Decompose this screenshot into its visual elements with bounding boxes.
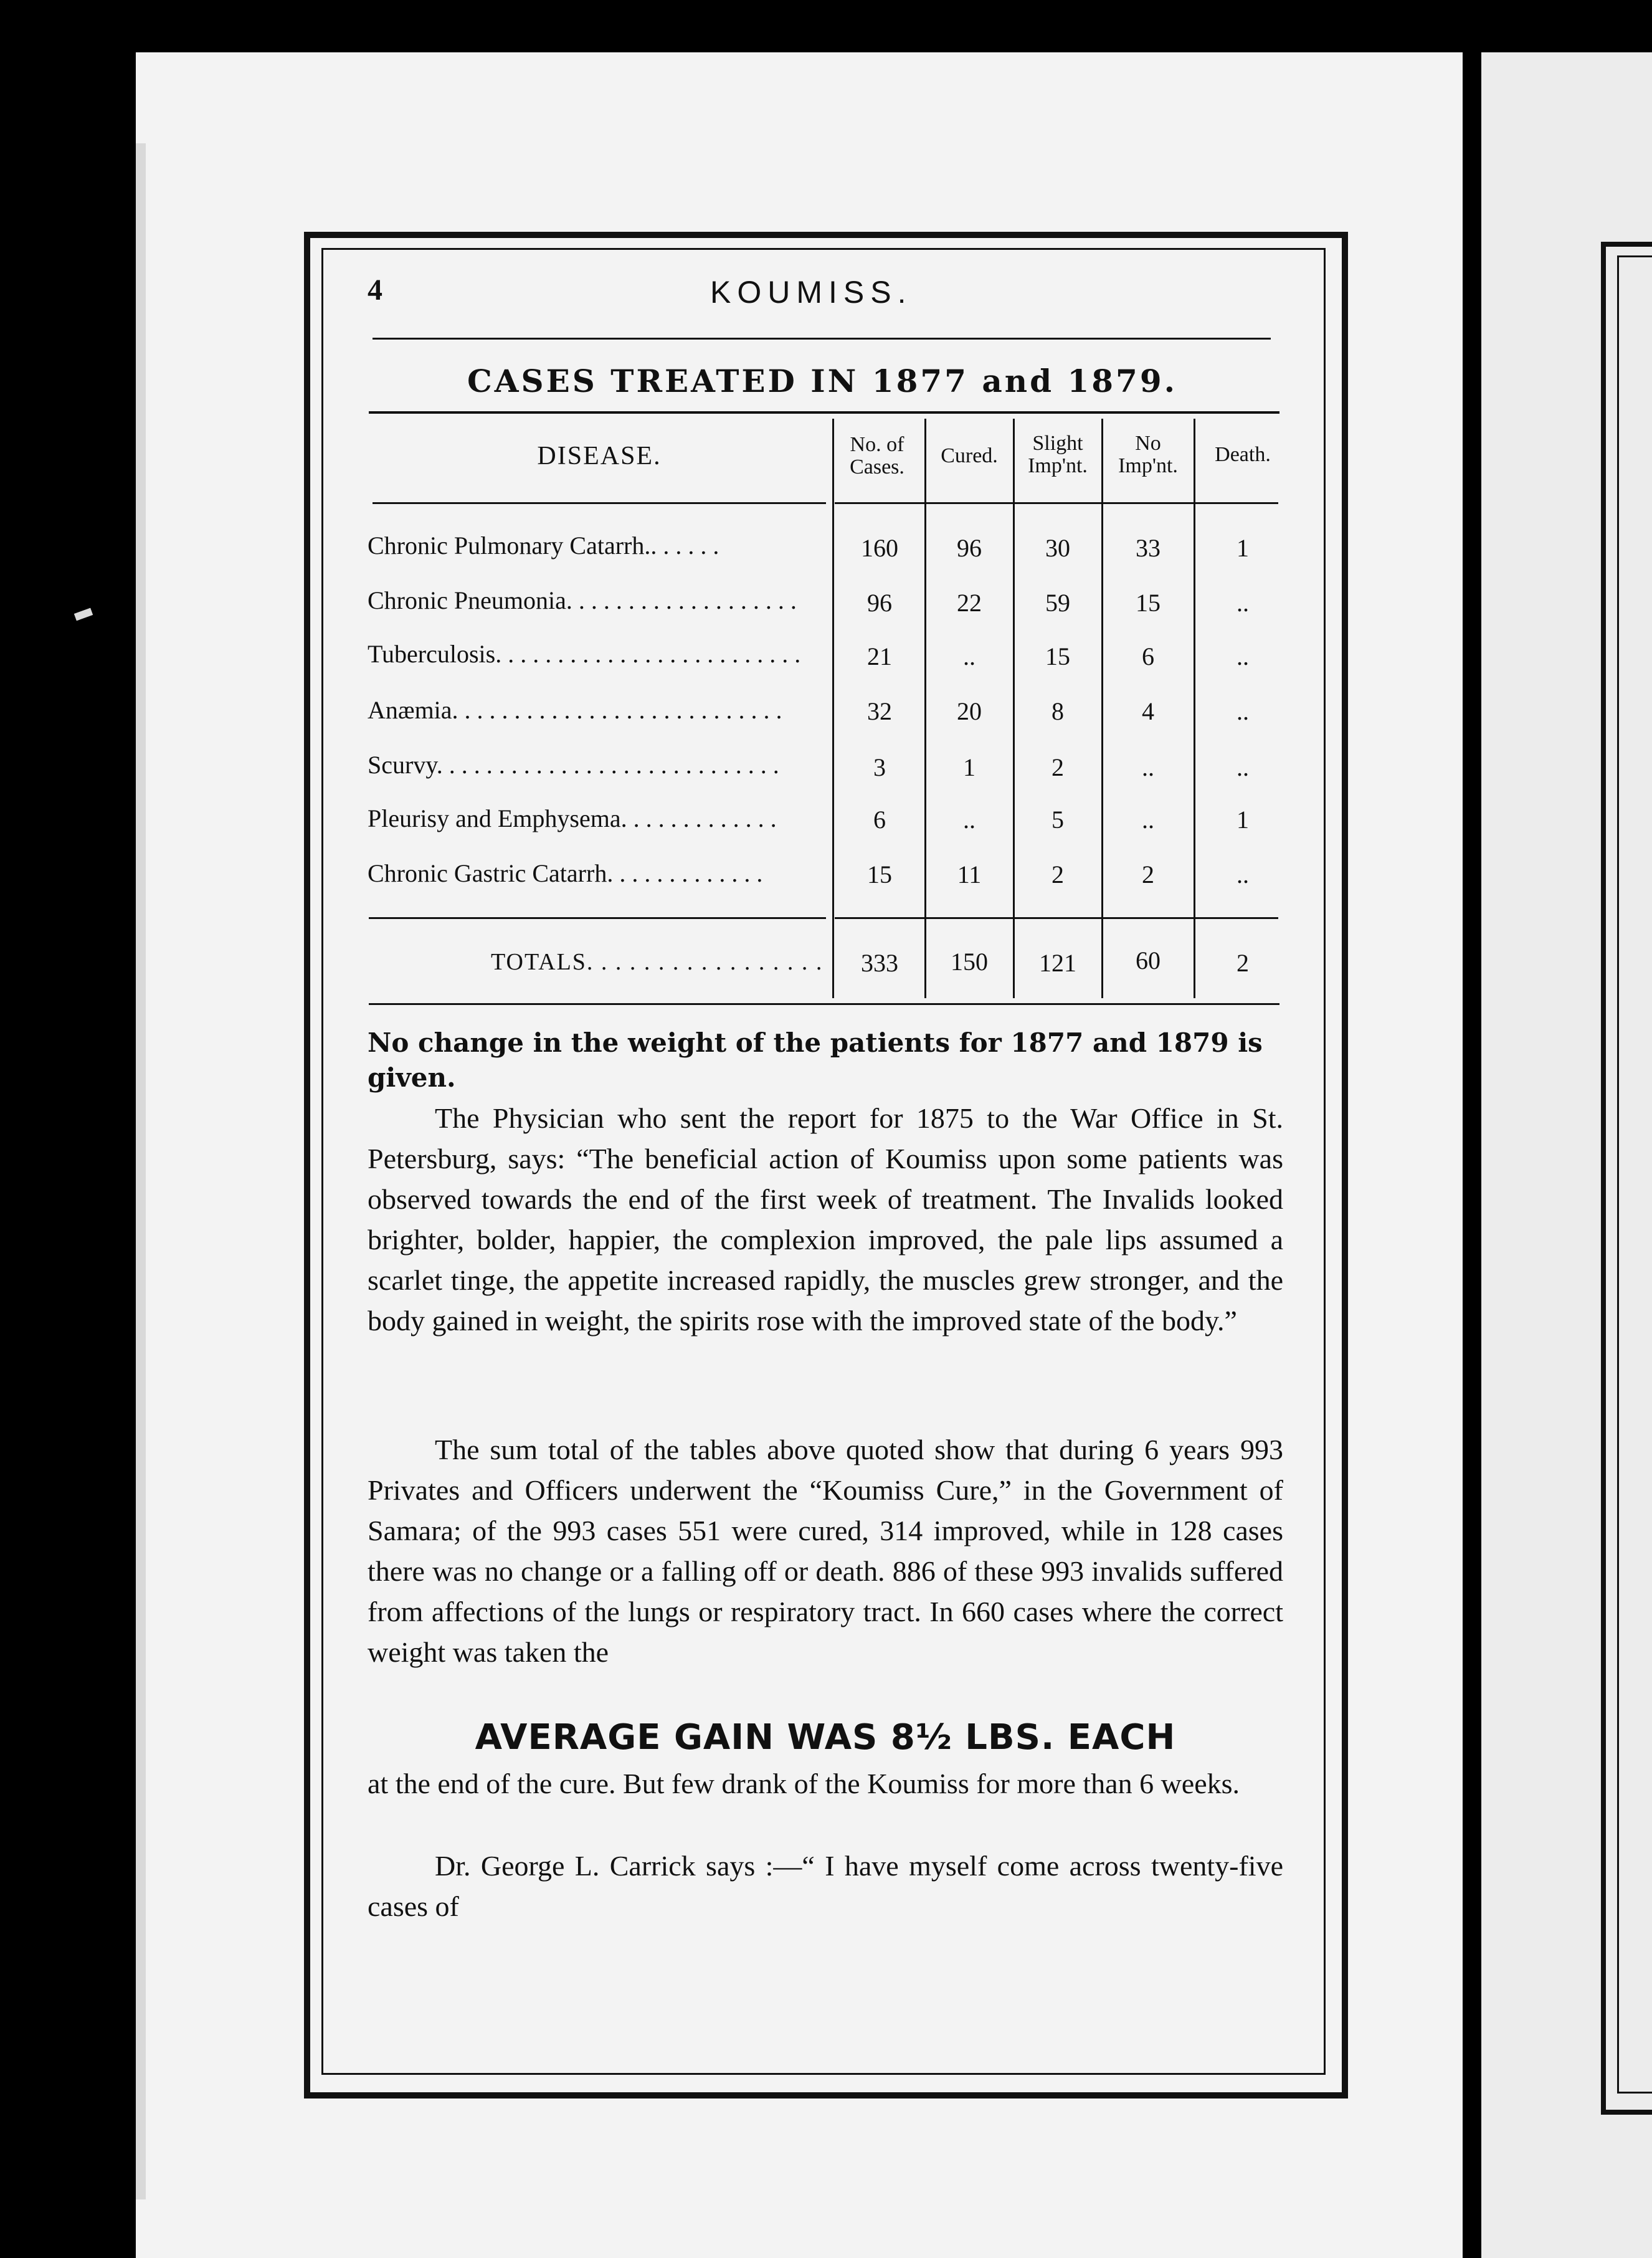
cell-cases: 15 [867, 860, 892, 888]
column-header-slight-line1: Slight [1032, 432, 1083, 455]
average-gain-banner: AVERAGE GAIN WAS 8½ LBS. EACH [475, 1717, 1176, 1758]
cell-slight: 59 [1045, 589, 1070, 617]
cell-no-imp: 4 [1142, 697, 1154, 725]
cell-slight: 2 [1051, 860, 1064, 888]
row-disease: Chronic Pulmonary Catarrh.. . . . . . [368, 531, 719, 560]
cell-cured: 20 [957, 697, 982, 725]
totals-rule-columns [835, 917, 1278, 919]
paragraph-carrick: Dr. George L. Carrick says :—“ I have myself come across twenty-five cases of [368, 1850, 1283, 1922]
weight-note: No change in the weight of the patients for 1877 and 1879 is given. [368, 1027, 1263, 1093]
cell-death: .. [1237, 697, 1249, 725]
header-underline-columns [835, 502, 1278, 504]
running-head: KOUMISS. [710, 275, 913, 310]
cell-death: .. [1237, 642, 1249, 670]
row-disease: Scurvy. . . . . . . . . . . . . . . . . . . . . . . . . . . . [368, 751, 779, 779]
row-disease: Chronic Gastric Catarrh. . . . . . . . . . . . . [368, 859, 763, 887]
table-top-rule [369, 411, 1279, 414]
cell-cured: 11 [957, 860, 982, 888]
cell-no-imp: 6 [1142, 642, 1154, 670]
cell-cases: 96 [867, 589, 892, 617]
cell-no-imp: 2 [1142, 860, 1154, 888]
cell-no-imp: .. [1142, 806, 1154, 834]
cell-death: .. [1237, 589, 1249, 617]
total-slight: 121 [1039, 949, 1076, 977]
cell-cases: 160 [861, 534, 898, 562]
paper-edge-shadow [136, 143, 146, 2199]
cell-death: .. [1237, 753, 1249, 781]
table-title: CASES TREATED IN 1877 and 1879. [467, 363, 1178, 399]
cell-cases: 6 [873, 806, 886, 834]
column-header-cases-line2: Cases. [850, 455, 904, 479]
total-cured: 150 [951, 948, 988, 976]
column-header-death: Death. [1215, 443, 1271, 466]
column-header-slight-line2: Imp'nt. [1028, 454, 1088, 477]
cell-no-imp: .. [1142, 753, 1154, 781]
header-underline-disease [373, 502, 826, 504]
scan-artifact [74, 608, 93, 621]
page-number: 4 [368, 274, 382, 307]
column-header-no-imp-line2: Imp'nt. [1118, 454, 1178, 477]
paragraph-sum-total: The sum total of the tables above quoted show that during 6 years 993 Privates and Officers underwent the “Koumiss Cure,” in the Government of Samara; of the 993 cases 551 were cured, 314 improved, while in 128 cases there was no change or a falling off or death. 886 of these 993 invalids suffered from affections of the lungs or respiratory tract. In 660 cases where the correct weight was taken the [368, 1434, 1283, 1668]
column-header-cases [833, 434, 921, 479]
column-header-cured: Cured. [941, 444, 998, 467]
cell-no-imp: 33 [1136, 534, 1161, 562]
cell-death: 1 [1237, 806, 1249, 834]
cell-slight: 2 [1051, 753, 1064, 781]
totals-rule-disease [369, 917, 826, 919]
column-divider-5 [1194, 419, 1195, 998]
cell-no-imp: 15 [1136, 589, 1161, 617]
cell-death: .. [1237, 860, 1249, 888]
total-no-imp: 60 [1136, 946, 1161, 974]
row-disease: Tuberculosis. . . . . . . . . . . . . . . . . . . . . . . . . [368, 640, 801, 668]
cell-cases: 21 [867, 642, 892, 670]
head-rule [373, 338, 1271, 340]
column-header-cases-line1: No. of [850, 433, 904, 456]
cell-slight: 15 [1045, 642, 1070, 670]
cell-death: 1 [1237, 534, 1249, 562]
table-bottom-rule [369, 1003, 1279, 1005]
total-death: 2 [1237, 949, 1249, 977]
paragraph-end-of-cure: at the end of the cure. But few drank of the Koumiss for more than 6 weeks. [368, 1768, 1240, 1799]
adjacent-page-inner-frame [1617, 255, 1652, 2094]
row-disease: Chronic Pneumonia. . . . . . . . . . . . . . . . . . . [368, 586, 797, 614]
cell-slight: 8 [1051, 697, 1064, 725]
cell-cured: 1 [963, 753, 976, 781]
cell-cured: .. [963, 806, 976, 834]
cell-cases: 32 [867, 697, 892, 725]
column-header-no-imp-line1: No [1135, 432, 1161, 455]
total-cases: 333 [861, 949, 898, 977]
cell-slight: 5 [1051, 806, 1064, 834]
column-header-slight [1014, 432, 1101, 477]
cell-cured: .. [963, 642, 976, 670]
column-header-disease: DISEASE. [537, 442, 662, 470]
totals-label: TOTALS. . . . . . . . . . . . . . . . . [491, 949, 824, 975]
cell-cured: 22 [957, 589, 982, 617]
row-disease: Anæmia. . . . . . . . . . . . . . . . . . . . . . . . . . . [368, 696, 782, 724]
cell-slight: 30 [1045, 534, 1070, 562]
cell-cured: 96 [957, 534, 982, 562]
cell-cases: 3 [873, 753, 886, 781]
row-disease: Pleurisy and Emphysema. . . . . . . . . . . . . [368, 804, 777, 832]
column-divider-1 [832, 419, 834, 998]
paragraph-physician-report: The Physician who sent the report for 1875 to the War Office in St. Petersburg, says: “The beneficial action of Koumiss upon some patients was observed towards the end of the first week of treatment. The Invalids looked brighter, bolder, happier, the complexion improved, the pale lips assumed a scarlet tinge, the appetite increased rapidly, the muscles grew stronger, and the body gained in weight, the spirits rose with the improved state of the body.” [368, 1102, 1283, 1336]
column-header-no-imp [1103, 432, 1194, 477]
